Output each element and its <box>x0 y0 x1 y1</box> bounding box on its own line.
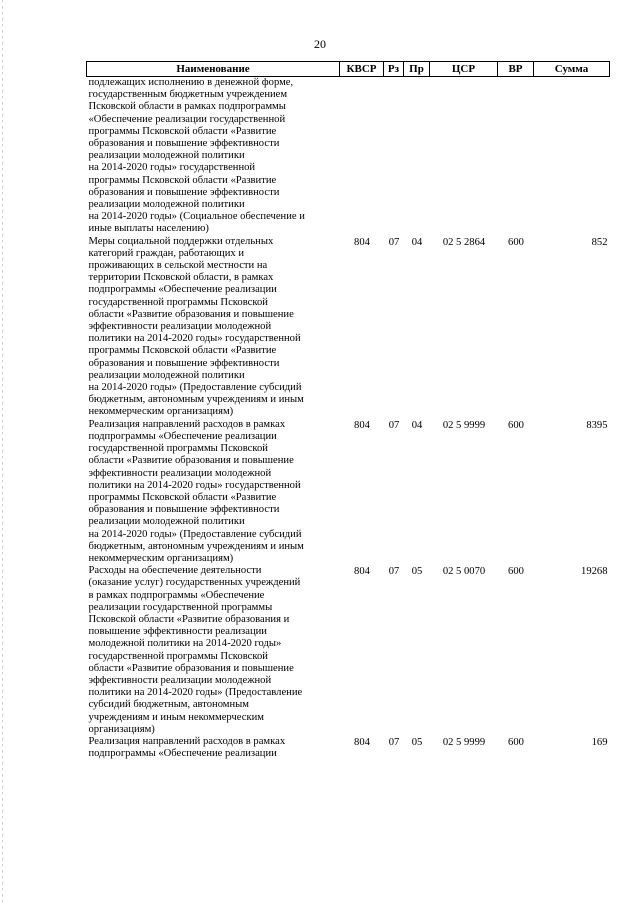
row-vr: 600 <box>508 736 524 748</box>
header-name: Наименование <box>87 62 340 77</box>
row-pr: 04 <box>411 236 423 248</box>
row-csr: 02 5 9999 <box>442 419 486 431</box>
row-name: подлежащих исполнению в денежной форме, государственным бюджетным учреждением Псковской области в рамках подпрограммы «Обеспечение реализации государственной программы Псковской области «Развитие образования и повышение эффективности реализации молодежной политики на 2014-2020 годы» государственной программы Псковской области «Развитие образования и повышение эффективности реализации молодежной политики на 2014-2020 годы» (Социальное обеспечение и иные выплаты населению) <box>88 77 305 235</box>
row-vr: 600 <box>508 566 524 578</box>
row-rz: 07 <box>388 236 400 248</box>
row-vr: 600 <box>508 419 524 431</box>
header-pr: Пр <box>404 62 430 77</box>
row-name: Меры социальной поддержки отдельных категорий граждан, работающих и проживающих в сельской местности на территории Псковской области, в рамках подпрограммы «Обеспечение реализации государственной программы Псковской области «Развитие образования и повышение эффективности реализации молодежной политики на 2014-2020 годы» государственной программы Псковской области «Развитие образования и повышение эффективности реализации молодежной политики на 2014-2020 годы» (Предоставление субсидий бюджетным, автономным учреждениям и иным некоммерческим организациям) <box>88 235 304 418</box>
header-csr: ЦСР <box>430 62 498 77</box>
row-sum: 169 <box>591 736 608 748</box>
scan-margin-line <box>2 0 3 905</box>
table-row <box>87 565 610 736</box>
budget-table <box>86 61 610 760</box>
table-header-row <box>87 62 610 77</box>
table-row <box>87 236 610 419</box>
table-row <box>87 736 610 760</box>
row-rz: 07 <box>388 419 400 431</box>
table-row <box>87 77 610 236</box>
row-pr: 05 <box>411 566 423 578</box>
header-sum: Сумма <box>534 62 610 77</box>
row-rz: 07 <box>388 736 400 748</box>
row-sum: 19268 <box>581 566 608 578</box>
page-number: 20 <box>314 37 326 51</box>
row-kvsr: 804 <box>354 736 370 748</box>
row-kvsr: 804 <box>354 419 370 431</box>
header-rz: Рз <box>384 62 404 77</box>
row-sum: 852 <box>591 236 608 248</box>
row-vr <box>498 77 534 236</box>
row-rz: 07 <box>388 566 400 578</box>
row-csr: 02 5 2864 <box>442 236 486 248</box>
row-pr: 05 <box>411 736 423 748</box>
row-kvsr <box>340 77 384 236</box>
row-name: Реализация направлений расходов в рамках подпрограммы «Обеспечение реализации государственной программы Псковской области «Развитие образования и повышение эффективности реализации молодежной политики на 2014-2020 годы» государственной программы Псковской области «Развитие образования и повышение эффективности реализации молодежной политики на 2014-2020 годы» (Предоставление субсидий бюджетным, автономным учреждениям и иным некоммерческим организациям) <box>88 418 304 564</box>
row-kvsr: 804 <box>354 566 370 578</box>
row-csr <box>430 77 498 236</box>
header-vr: ВР <box>498 62 534 77</box>
row-vr: 600 <box>508 236 524 248</box>
row-csr: 02 5 9999 <box>442 736 486 748</box>
header-kvsr: КВСР <box>340 62 384 77</box>
row-kvsr: 804 <box>354 236 370 248</box>
row-sum: 8395 <box>586 419 608 431</box>
row-pr <box>404 77 430 236</box>
row-pr: 04 <box>411 419 423 431</box>
row-rz <box>384 77 404 236</box>
table-row <box>87 419 610 565</box>
row-name: Реализация направлений расходов в рамках подпрограммы «Обеспечение реализации <box>88 735 286 760</box>
row-sum <box>534 77 610 236</box>
row-csr: 02 5 0070 <box>442 566 486 578</box>
row-name: Расходы на обеспечение деятельности (оказание услуг) государственных учреждений в рамках подпрограммы «Обеспечение реализации государственной программы Псковской области «Развитие образования и повышение эффективности реализации молодежной политики на 2014-2020 годы» государственной программы Псковской области «Развитие образования и повышение эффективности реализации молодежной политики на 2014-2020 годы» (Предоставление субсидий бюджетным, автономным учреждениям и иным некоммерческим организациям) <box>88 565 303 735</box>
